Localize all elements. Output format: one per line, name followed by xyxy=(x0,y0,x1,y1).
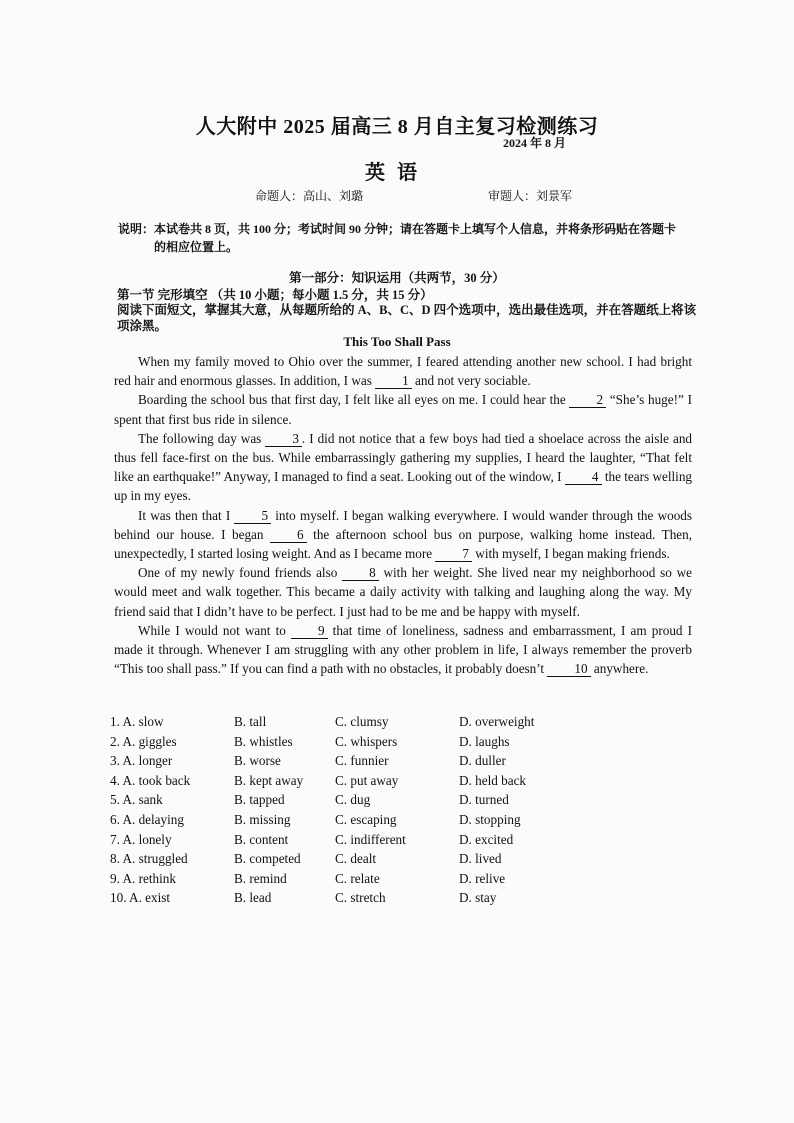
paragraph-1: When my family moved to Ohio over the summer, I feared attending another new school. I had bright red hair and enormous glasses. In addition, I was 1 and not very sociable. xyxy=(114,354,692,389)
option-3-b[interactable]: B. worse xyxy=(234,753,281,769)
option-5-c[interactable]: C. dug xyxy=(335,792,371,808)
notes-line-1: 说明：本试卷共 8 页，共 100 分；考试时间 90 分钟；请在答题卡上填写个人信息，并将条形码贴在答题卡 xyxy=(118,222,677,236)
passage-title: This Too Shall Pass xyxy=(343,334,451,349)
option-2-c[interactable]: C. whispers xyxy=(335,733,398,749)
option-4-d[interactable]: D. held back xyxy=(459,772,527,788)
option-7-d[interactable]: D. excited xyxy=(459,831,514,847)
blank-7: 7 xyxy=(435,546,472,562)
blank-2: 2 xyxy=(569,392,606,408)
option-5-d[interactable]: D. turned xyxy=(459,792,509,808)
option-6-a[interactable]: 6. A. delaying xyxy=(110,812,184,827)
exam-notes xyxy=(118,220,698,256)
option-4-b[interactable]: B. kept away xyxy=(234,772,304,788)
section-instructions: 阅读下面短文，掌握其大意，从每题所给的 A、B、C、D 四个选项中，选出最佳选项，并在答题纸上将该项涂黑。 xyxy=(117,303,697,333)
option-9-b[interactable]: B. remind xyxy=(234,870,287,886)
paragraph-3: The following day was 3 . I did not notice that a few boys had tied a shoelace across the aisle and thus fell face-first on the bus. While embarrassingly gathering my supplies, I heard the laughter, “That felt like an earthquake!” Anyway, I managed to find a seat. Looking out of the window, I 4 the tears welling up in my eyes. xyxy=(114,430,693,504)
blank-1: 1 xyxy=(375,373,412,389)
option-7-a[interactable]: 7. A. lonely xyxy=(110,831,172,847)
option-7-c[interactable]: C. indifferent xyxy=(335,831,406,847)
paragraph-5: One of my newly found friends also 8 with her weight. She lived near my neighborhood so we would meet and walk together. This became a daily activity with talking and laughing along the way. My friend said that I didn’t have to be perfect. I just had to be me and be happy with myself. xyxy=(114,565,692,619)
option-3-c[interactable]: C. funnier xyxy=(335,753,389,769)
option-3-d[interactable]: D. duller xyxy=(459,753,506,769)
paragraph-6: While I would not want to 9 that time of loneliness, sadness and embarrassment, I am proud I made it through. Whenever I am struggling with any other problem in life, I always remember the proverb “This too shall pass.” If you can find a path with no obstacles, it probably doesn’t 10 anywhere. xyxy=(114,622,693,677)
option-5-b[interactable]: B. tapped xyxy=(234,792,285,808)
blank-5: 5 xyxy=(234,508,271,524)
option-10-c[interactable]: C. stretch xyxy=(335,890,386,906)
option-3-a[interactable]: 3. A. longer xyxy=(110,753,173,769)
passage-body xyxy=(114,352,692,678)
option-4-a[interactable]: 4. A. took back xyxy=(110,772,191,788)
exam-date: 2024 年 8 月 xyxy=(503,136,567,150)
paragraph-4: It was then that I 5 into myself. I began walking everywhere. I would wander through the woods behind our house. I began 6 the afternoon school bus on purpose, walking home instead. Then, unexpectedly, I started losing weight. And as I became more 7 with myself, I began making friends. xyxy=(114,507,693,562)
notes-line-2: 的相应位置上。 xyxy=(154,240,239,254)
part-heading: 第一部分：知识运用（共两节，30 分） xyxy=(289,271,505,285)
authors-line: 命题人：高山、刘璐 xyxy=(255,189,364,203)
option-10-b[interactable]: B. lead xyxy=(234,890,272,906)
option-4-c[interactable]: C. put away xyxy=(335,772,399,788)
option-5-a[interactable]: 5. A. sank xyxy=(110,792,163,808)
option-7-b[interactable]: B. content xyxy=(234,831,289,847)
option-6-b[interactable]: B. missing xyxy=(234,812,291,827)
option-1-c[interactable]: C. clumsy xyxy=(335,714,389,729)
blank-4: 4 xyxy=(565,469,602,485)
option-1-d[interactable]: D. overweight xyxy=(459,714,535,729)
blank-8: 8 xyxy=(342,565,379,581)
blank-10: 10 xyxy=(547,661,590,677)
option-8-d[interactable]: D. lived xyxy=(459,851,502,867)
paragraph-2: Boarding the school bus that first day, I felt like all eyes on me. I could hear the 2 “She’s huge!” I spent that first bus ride in silence. xyxy=(114,392,693,427)
option-1-a[interactable]: 1. A. slow xyxy=(110,714,164,729)
section-heading: 第一节 完形填空 （共 10 小题；每小题 1.5 分，共 15 分） xyxy=(117,288,433,302)
exam-title: 人大附中 2025 届高三 8 月自主复习检测练习 xyxy=(195,116,599,138)
blank-6: 6 xyxy=(270,527,307,543)
option-2-b[interactable]: B. whistles xyxy=(234,733,293,749)
option-10-a[interactable]: 10. A. exist xyxy=(110,890,171,906)
option-1-b[interactable]: B. tall xyxy=(234,714,267,729)
option-8-b[interactable]: B. competed xyxy=(234,851,301,867)
option-6-d[interactable]: D. stopping xyxy=(459,812,521,827)
option-8-c[interactable]: C. dealt xyxy=(335,851,377,867)
option-6-c[interactable]: C. escaping xyxy=(335,812,397,827)
option-9-c[interactable]: C. relate xyxy=(335,870,380,886)
option-9-a[interactable]: 9. A. rethink xyxy=(110,870,176,886)
reviewer-line: 审题人：刘景军 xyxy=(488,189,573,203)
option-10-d[interactable]: D. stay xyxy=(459,890,497,906)
blank-9: 9 xyxy=(291,623,328,639)
option-8-a[interactable]: 8. A. struggled xyxy=(110,851,188,867)
option-9-d[interactable]: D. relive xyxy=(459,870,506,886)
blank-3: 3 xyxy=(265,431,302,447)
option-2-d[interactable]: D. laughs xyxy=(459,733,510,749)
subject-heading: 英语 xyxy=(365,162,429,184)
option-2-a[interactable]: 2. A. giggles xyxy=(110,733,177,749)
